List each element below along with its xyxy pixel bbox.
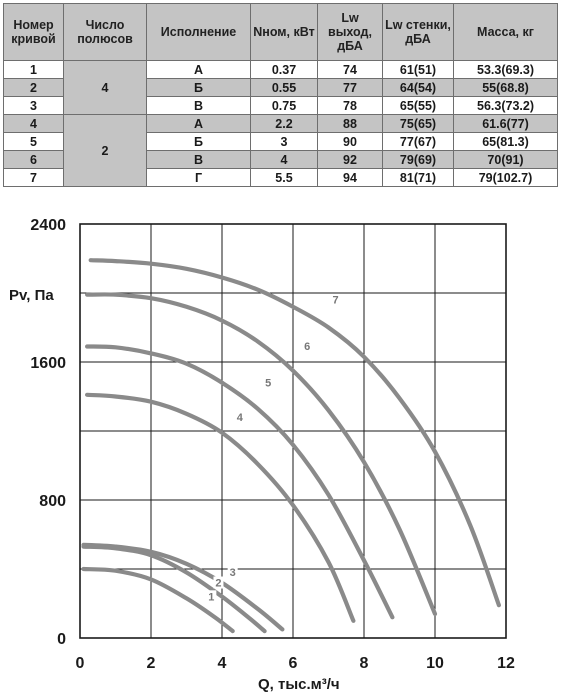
x-tick-label: 10 xyxy=(426,655,444,672)
cell-mass: 65(81.3) xyxy=(454,133,558,151)
cell-curve: 3 xyxy=(4,97,64,115)
cell-mass: 56.3(73.2) xyxy=(454,97,558,115)
cell-poles: 4 xyxy=(64,61,147,115)
curve-label: 7 xyxy=(332,294,339,307)
cell-power: 0.37 xyxy=(251,61,318,79)
cell-power: 5.5 xyxy=(251,169,318,187)
x-tick-label: 6 xyxy=(288,655,298,672)
cell-lw-wall: 79(69) xyxy=(383,151,454,169)
curve-label: 5 xyxy=(265,377,272,390)
cell-variant: В xyxy=(147,97,251,115)
y-axis-label: Pv, Па xyxy=(9,287,54,304)
cell-lw-wall: 75(65) xyxy=(383,115,454,133)
cell-lw-out: 74 xyxy=(318,61,383,79)
cell-curve: 5 xyxy=(4,133,64,151)
x-tick-label: 12 xyxy=(497,655,515,672)
cell-lw-out: 92 xyxy=(318,151,383,169)
cell-power: 2.2 xyxy=(251,115,318,133)
cell-mass: 55(68.8) xyxy=(454,79,558,97)
cell-mass: 70(91) xyxy=(454,151,558,169)
cell-variant: Б xyxy=(147,79,251,97)
y-tick-label: 800 xyxy=(39,493,66,510)
curve-5 xyxy=(87,347,392,618)
y-tick-label: 1600 xyxy=(30,355,66,372)
cell-lw-wall: 64(54) xyxy=(383,79,454,97)
cell-mass: 79(102.7) xyxy=(454,169,558,187)
cell-variant: А xyxy=(147,115,251,133)
header-mass: Масса, кг xyxy=(454,4,558,61)
fan-performance-chart xyxy=(0,205,561,700)
cell-power: 0.75 xyxy=(251,97,318,115)
cell-mass: 61.6(77) xyxy=(454,115,558,133)
y-tick-label: 0 xyxy=(57,631,66,648)
cell-variant: Б xyxy=(147,133,251,151)
header-power: Nном, кВт xyxy=(251,4,318,61)
header-lw-wall: Lw стенки, дБА xyxy=(383,4,454,61)
y-tick-label: 2400 xyxy=(30,217,66,234)
header-variant: Исполнение xyxy=(147,4,251,61)
cell-lw-out: 94 xyxy=(318,169,383,187)
cell-power: 4 xyxy=(251,151,318,169)
table-row xyxy=(4,115,558,133)
curve-label: 4 xyxy=(236,411,243,424)
cell-variant: Г xyxy=(147,169,251,187)
header-poles: Число полюсов xyxy=(64,4,147,61)
cell-lw-out: 88 xyxy=(318,115,383,133)
cell-power: 0.55 xyxy=(251,79,318,97)
x-axis-label: Q, тыс.м³/ч xyxy=(258,676,340,693)
cell-lw-wall: 61(51) xyxy=(383,61,454,79)
table-header-row xyxy=(4,4,558,61)
cell-curve: 2 xyxy=(4,79,64,97)
cell-curve: 6 xyxy=(4,151,64,169)
x-tick-label: 8 xyxy=(359,655,369,672)
cell-mass: 53.3(69.3) xyxy=(454,61,558,79)
curve-3 xyxy=(84,545,283,630)
curve-label: 6 xyxy=(304,341,311,354)
cell-variant: В xyxy=(147,151,251,169)
curve-label: 2 xyxy=(215,577,222,590)
curve-label: 3 xyxy=(229,567,236,580)
cell-curve: 7 xyxy=(4,169,64,187)
x-tick-label: 2 xyxy=(146,655,156,672)
header-lw-outlet: Lw выход, дБА xyxy=(318,4,383,61)
cell-lw-out: 78 xyxy=(318,97,383,115)
header-curve-number: Номер кривой xyxy=(4,4,64,61)
cell-variant: А xyxy=(147,61,251,79)
cell-poles: 2 xyxy=(64,115,147,187)
x-tick-label: 0 xyxy=(75,655,85,672)
spec-table xyxy=(3,3,558,187)
curve-label: 1 xyxy=(208,591,215,604)
cell-lw-wall: 81(71) xyxy=(383,169,454,187)
cell-curve: 1 xyxy=(4,61,64,79)
cell-lw-out: 77 xyxy=(318,79,383,97)
cell-lw-out: 90 xyxy=(318,133,383,151)
x-tick-label: 4 xyxy=(217,655,227,672)
cell-lw-wall: 65(55) xyxy=(383,97,454,115)
cell-curve: 4 xyxy=(4,115,64,133)
cell-lw-wall: 77(67) xyxy=(383,133,454,151)
cell-power: 3 xyxy=(251,133,318,151)
curve-6 xyxy=(87,294,435,613)
table-row xyxy=(4,61,558,79)
